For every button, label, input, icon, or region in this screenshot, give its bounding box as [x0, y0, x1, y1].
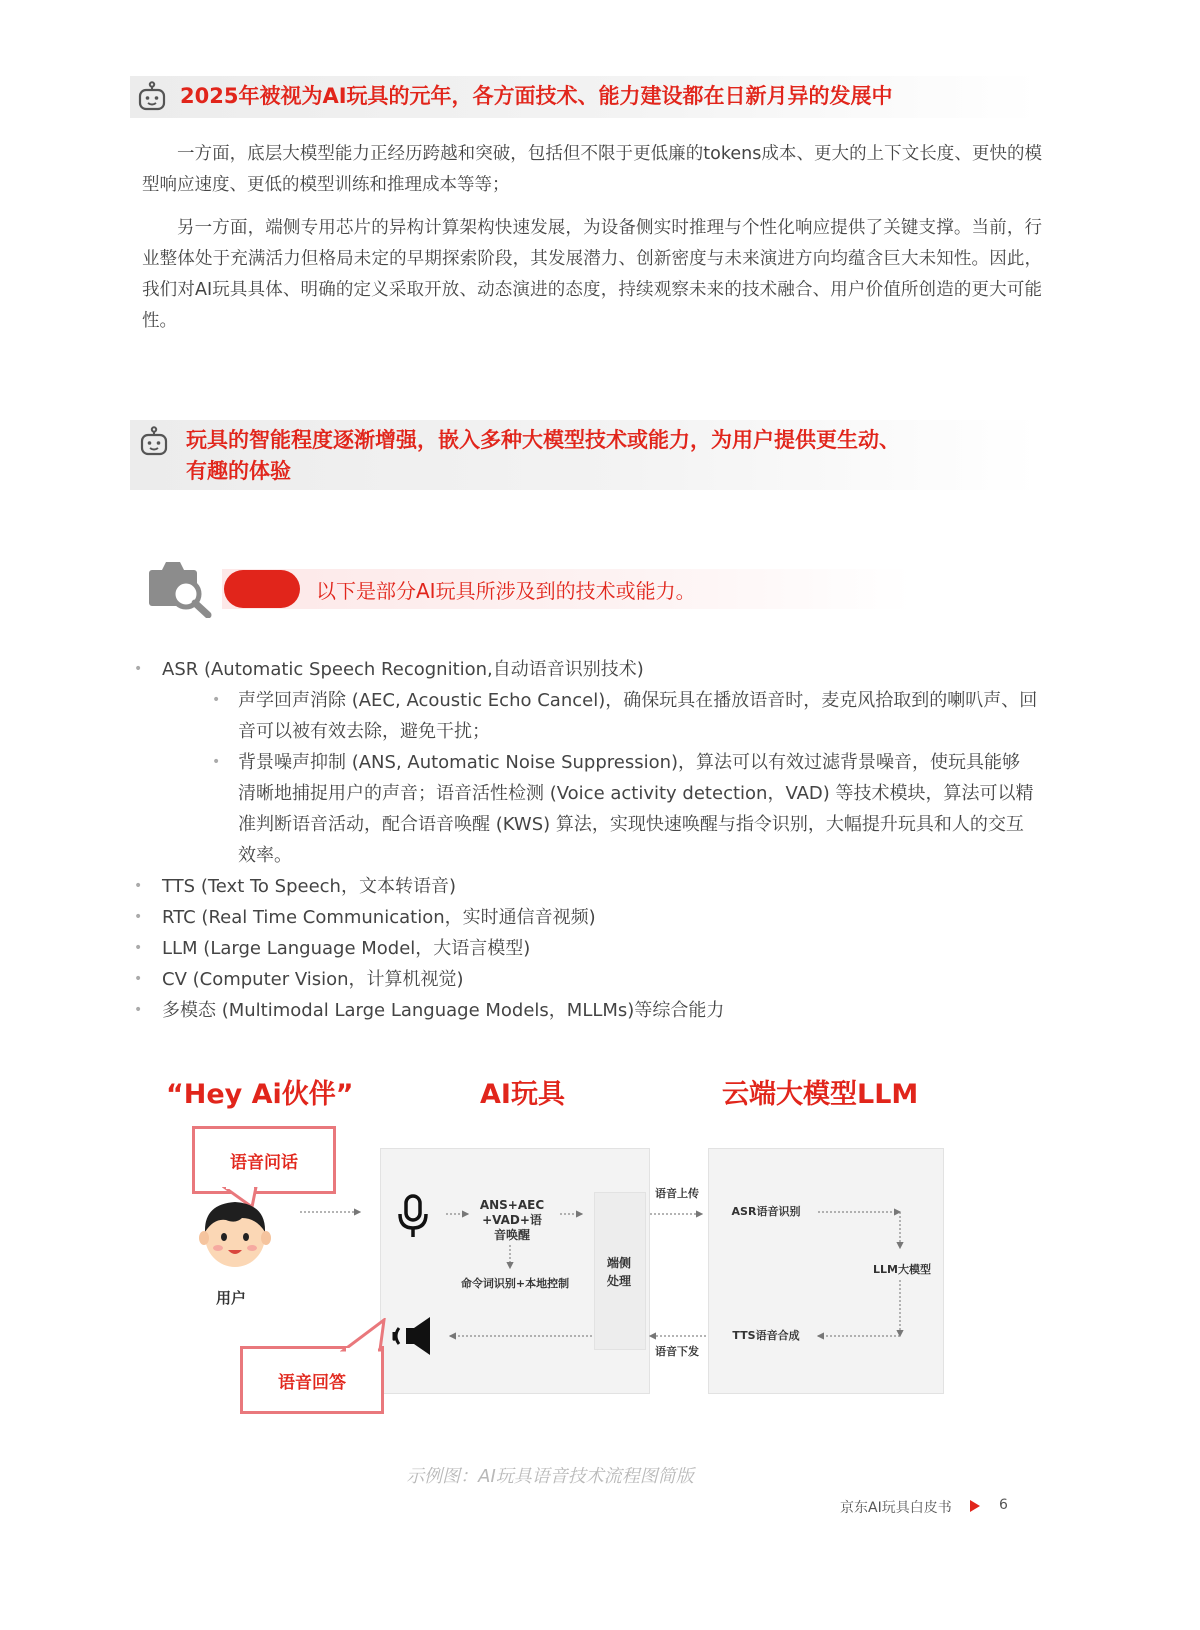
user-label: 用户 [216, 1289, 247, 1307]
diagram-title-toy: AI玩具 [480, 1079, 565, 1110]
page-number: 6 [999, 1497, 1008, 1513]
paragraph-2: 另一方面，端侧专用芯片的异构计算架构快速发展，为设备侧实时推理与个性化响应提供了关键支撑。当前，行业整体处于充满活力但格局未定的早期探索阶段，其发展潜力、创新密度与未来演进方向均蕴含巨大未知性。因此，我们对AI玩具具体、明确的定义采取开放、动态演进的态度，持续观察未来的技术融合、用户价值所创造的更大可能性。 [142, 218, 1042, 331]
download-label: 语音下发 [655, 1345, 699, 1358]
paragraph-1: 一方面，底层大模型能力正经历跨越和突破，包括但不限于更低廉的tokens成本、更大的上下文长度、更快的模型响应速度、更低的模型训练和推理成本等等； [142, 144, 1042, 195]
list-item: • LLM (Large Language Model，大语言模型) [134, 938, 531, 959]
diagram-title-cloud: 云端大模型LLM [722, 1079, 919, 1110]
highlight-text: 以下是部分AI玩具所涉及到的技术或能力。 [316, 579, 696, 603]
command-label: 命令词识别+本地控制 [460, 1277, 570, 1290]
list-item: • CV (Computer Vision，计算机视觉) [134, 969, 464, 990]
llm-label: LLM大模型 [873, 1263, 931, 1276]
sub-list-item: • 背景噪声抑制 (ANS, Automatic Noise Suppression)，算法可以有效过滤背景噪音，使玩具能够清晰地捕捉用户的声音；语音活性检测 (Voice activity detection，VAD) 等技术模块，算法可以精准判断语音活动，配合语音唤醒 (KWS) 算法，实现快速唤醒与指令识别，大幅提升玩具和人的交互效率。 [212, 752, 1034, 866]
section-title-2-line2: 有趣的体验 [186, 459, 291, 483]
play-arrow-icon [970, 1500, 980, 1512]
diagram-title-user: “Hey Ai伙伴” [166, 1079, 354, 1110]
sub-list-item: • 声学回声消除 (AEC, Acoustic Echo Cancel)，确保玩具在播放语音时，麦克风拾取到的喇叭声、回音可以被有效去除，避免干扰； [212, 690, 1038, 742]
section-title-2-line1: 玩具的智能程度逐渐增强，嵌入多种大模型技术或能力，为用户提供更生动、 [186, 428, 900, 452]
processing-label: ANS+AEC +VAD+语 音唤醒 [479, 1198, 545, 1242]
upload-label: 语音上传 [655, 1187, 699, 1200]
asr-label: ASR语音识别 [731, 1205, 801, 1218]
edge-processing-label: 端侧 处理 [606, 1256, 631, 1288]
footer-doc-title: 京东AI玩具白皮书 [840, 1500, 952, 1516]
section-title-1: 2025年被视为AI玩具的元年，各方面技术、能力建设都在日新月异的发展中 [180, 84, 893, 108]
bubble-ask-label: 语音问话 [230, 1153, 298, 1173]
figure-caption: 示例图：AI玩具语音技术流程图简版 [406, 1466, 694, 1487]
list-item: • ASR (Automatic Speech Recognition,自动语音识别技术) [134, 659, 644, 680]
list-item: • 多模态 (Multimodal Large Language Models，MLLMs)等综合能力 [134, 1000, 725, 1021]
list-item: • RTC (Real Time Communication，实时通信音视频) [134, 907, 596, 928]
bubble-answer-label: 语音回答 [278, 1373, 346, 1393]
list-item: • TTS (Text To Speech，文本转语音) [134, 876, 456, 897]
tts-label: TTS语音合成 [732, 1329, 800, 1342]
